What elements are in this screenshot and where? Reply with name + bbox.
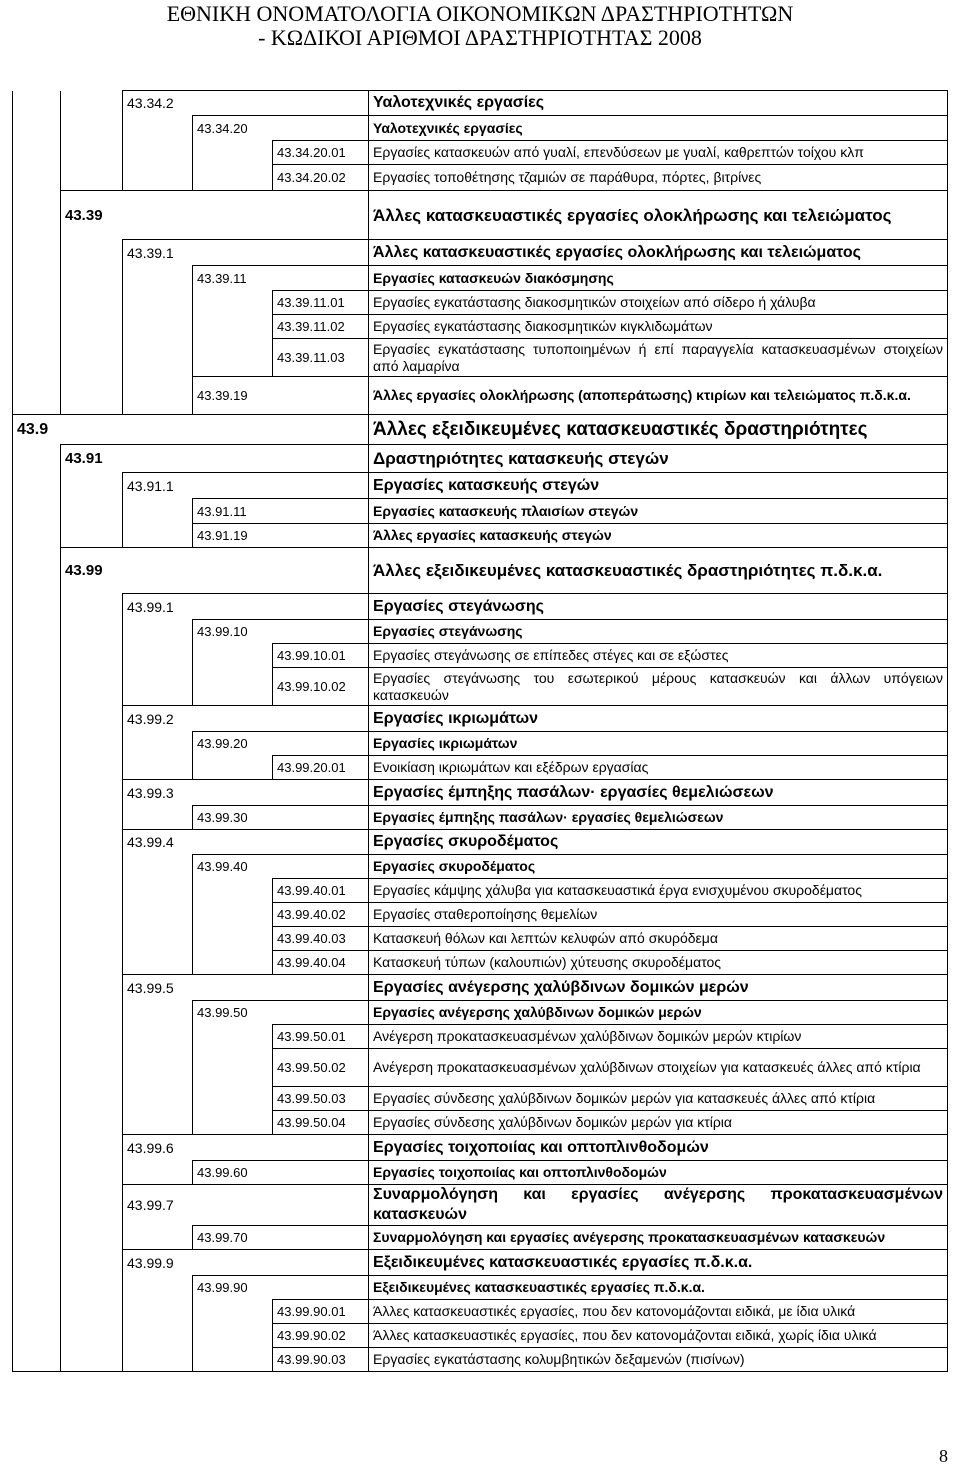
indent-cell (123, 1111, 193, 1135)
indent-cell (193, 1300, 273, 1324)
code-cell: 43.34.20.02 (273, 165, 369, 191)
code-cell: 43.91 (61, 445, 369, 473)
code-cell: 43.99.90.03 (273, 1348, 369, 1372)
code-row (13, 1300, 948, 1324)
code-row (13, 240, 948, 266)
description-cell: Εργασίες έμπηξης πασάλων· εργασίες θεμελιώσεων (369, 780, 948, 806)
description-cell: Εργασίες εγκατάστασης διακοσμητικών στοιχείων από σίδερο ή χάλυβα (369, 291, 948, 315)
header-title: ΕΘΝΙΚΗ ΟΝΟΜΑΤΟΛΟΓΙΑ ΟΙΚΟΝΟΜΙΚΩΝ ΔΡΑΣΤΗΡΙΟΤΗΤΩΝ (166, 1, 794, 26)
code-cell: 43.99.60 (193, 1161, 369, 1185)
indent-cell (13, 668, 61, 706)
code-row (13, 927, 948, 951)
indent-cell (13, 706, 61, 732)
indent-cell (193, 668, 273, 706)
indent-cell (13, 1161, 61, 1185)
indent-cell (13, 1049, 61, 1087)
indent-cell (61, 1049, 123, 1087)
code-row (13, 377, 948, 415)
indent-cell (61, 927, 123, 951)
code-row (13, 339, 948, 377)
indent-cell (123, 266, 193, 291)
indent-cell (61, 732, 123, 756)
indent-cell (193, 644, 273, 668)
indent-cell (61, 240, 123, 266)
indent-cell (61, 377, 123, 415)
description-cell: Εργασίες τοποθέτησης τζαμιών σε παράθυρα, πόρτες, βιτρίνες (369, 165, 948, 191)
indent-cell (61, 644, 123, 668)
indent-cell (13, 975, 61, 1001)
indent-cell (193, 903, 273, 927)
code-cell: 43.99.40.02 (273, 903, 369, 927)
indent-cell (13, 1111, 61, 1135)
indent-cell (61, 165, 123, 191)
indent-cell (13, 1276, 61, 1300)
description-cell: Εργασίες στεγάνωσης σε επίπεδες στέγες και σε εξώστες (369, 644, 948, 668)
code-row (13, 1135, 948, 1161)
code-cell: 43.99.50.03 (273, 1087, 369, 1111)
indent-cell (123, 1001, 193, 1025)
code-cell: 43.39.11 (193, 266, 369, 291)
indent-cell (13, 377, 61, 415)
indent-cell (61, 1226, 123, 1250)
code-cell: 43.99.90.02 (273, 1324, 369, 1348)
code-row (13, 706, 948, 732)
indent-cell (193, 1087, 273, 1111)
description-cell: Εργασίες σταθεροποίησης θεμελίων (369, 903, 948, 927)
description-cell: Άλλες εξειδικευμένες κατασκευαστικές δραστηριότητες π.δ.κ.α. (369, 548, 948, 594)
code-cell: 43.39.11.03 (273, 339, 369, 377)
description-cell: Εργασίες ικριωμάτων (369, 706, 948, 732)
code-cell: 43.99.10.01 (273, 644, 369, 668)
code-row (13, 879, 948, 903)
indent-cell (61, 291, 123, 315)
indent-cell (123, 644, 193, 668)
code-row (13, 91, 948, 116)
indent-cell (13, 291, 61, 315)
indent-cell (61, 339, 123, 377)
code-row (13, 951, 948, 975)
code-row (13, 903, 948, 927)
code-row (13, 780, 948, 806)
description-cell: Εργασίες σκυροδέματος (369, 830, 948, 855)
indent-cell (193, 315, 273, 339)
header-subtitle: - ΚΩΔΙΚΟΙ ΑΡΙΘΜΟΙ ΔΡΑΣΤΗΡΙΟΤΗΤΑΣ 2008 (258, 25, 702, 50)
indent-cell (123, 1348, 193, 1372)
indent-cell (123, 1324, 193, 1348)
code-cell: 43.99.40.04 (273, 951, 369, 975)
description-cell: Εργασίες ικριωμάτων (369, 732, 948, 756)
description-cell: Ανέγερση προκατασκευασμένων χαλύβδινων στοιχείων για κατασκευές άλλες από κτίρια (369, 1049, 948, 1087)
code-row (13, 445, 948, 473)
indent-cell (193, 951, 273, 975)
code-row (13, 1324, 948, 1348)
indent-cell (13, 1087, 61, 1111)
indent-cell (13, 830, 61, 855)
indent-cell (123, 1025, 193, 1049)
description-cell: Συναρμολόγηση και εργασίες ανέγερσης προκατασκευασμένων κατασκευών (369, 1185, 948, 1226)
description-cell: Εργασίες εγκατάστασης τυποποιημένων ή επί παραγγελία κατασκευασμένων στοιχείων από λαμαρίνα (369, 339, 948, 377)
indent-cell (193, 1348, 273, 1372)
indent-cell (61, 903, 123, 927)
description-cell: Εργασίες σύνδεσης χαλύβδινων δομικών μερών για κτίρια (369, 1111, 948, 1135)
indent-cell (13, 1135, 61, 1161)
code-cell: 43.99.1 (123, 594, 369, 620)
indent-cell (61, 1087, 123, 1111)
indent-cell (13, 165, 61, 191)
indent-cell (61, 1324, 123, 1348)
code-row (13, 1025, 948, 1049)
code-cell: 43.99.40.01 (273, 879, 369, 903)
description-cell: Κατασκευή θόλων και λεπτών κελυφών από σκυρόδεμα (369, 927, 948, 951)
indent-cell (61, 1348, 123, 1372)
code-row (13, 266, 948, 291)
indent-cell (13, 951, 61, 975)
code-row (13, 116, 948, 141)
indent-cell (13, 473, 61, 499)
description-cell: Εργασίες τοιχοποιίας και οπτοπλινθοδομών (369, 1135, 948, 1161)
code-cell: 43.34.2 (123, 91, 369, 116)
indent-cell (13, 756, 61, 780)
codes-table (12, 90, 948, 1372)
indent-cell (13, 927, 61, 951)
indent-cell (61, 1250, 123, 1276)
indent-cell (61, 116, 123, 141)
indent-cell (13, 1185, 61, 1226)
description-cell: Εξειδικευμένες κατασκευαστικές εργασίες π.δ.κ.α. (369, 1250, 948, 1276)
code-cell: 43.99.2 (123, 706, 369, 732)
page-header (0, 0, 960, 90)
indent-cell (123, 315, 193, 339)
indent-cell (123, 499, 193, 524)
description-cell: Κατασκευή τύπων (καλουπιών) χύτευσης σκυροδέματος (369, 951, 948, 975)
indent-cell (61, 1185, 123, 1226)
indent-cell (13, 1250, 61, 1276)
code-cell: 43.99.50.02 (273, 1049, 369, 1087)
indent-cell (193, 927, 273, 951)
indent-cell (61, 141, 123, 165)
description-cell: Υαλοτεχνικές εργασίες (369, 91, 948, 116)
indent-cell (123, 806, 193, 830)
description-cell: Εργασίες έμπηξης πασάλων· εργασίες θεμελιώσεων (369, 806, 948, 830)
code-cell: 43.39 (61, 191, 369, 240)
indent-cell (13, 732, 61, 756)
indent-cell (13, 91, 61, 116)
description-cell: Εργασίες στεγάνωσης (369, 594, 948, 620)
indent-cell (123, 1300, 193, 1324)
indent-cell (61, 1300, 123, 1324)
indent-cell (61, 266, 123, 291)
indent-cell (61, 706, 123, 732)
indent-cell (61, 668, 123, 706)
indent-cell (123, 1049, 193, 1087)
description-cell: Εργασίες στεγάνωσης του εσωτερικού μέρους κατασκευών και άλλων υπόγειων κατασκευών (369, 668, 948, 706)
indent-cell (13, 339, 61, 377)
indent-cell (123, 951, 193, 975)
code-row (13, 1001, 948, 1025)
code-cell: 43.39.11.01 (273, 291, 369, 315)
indent-cell (61, 1276, 123, 1300)
description-cell: Ενοικίαση ικριωμάτων και εξέδρων εργασίας (369, 756, 948, 780)
indent-cell (61, 951, 123, 975)
code-row (13, 1185, 948, 1226)
code-row (13, 1226, 948, 1250)
indent-cell (123, 927, 193, 951)
code-row (13, 1348, 948, 1372)
code-row (13, 524, 948, 548)
code-row (13, 644, 948, 668)
description-cell: Άλλες κατασκευαστικές εργασίες, που δεν κατονομάζονται ειδικά, με ίδια υλικά (369, 1300, 948, 1324)
description-cell: Εργασίες σύνδεσης χαλύβδινων δομικών μερών για κατασκευές άλλες από κτίρια (369, 1087, 948, 1111)
indent-cell (123, 141, 193, 165)
indent-cell (61, 91, 123, 116)
description-cell: Εργασίες κατασκευών από γυαλί, επενδύσεων με γυαλί, καθρεπτών τοίχου κλπ (369, 141, 948, 165)
code-cell: 43.99 (61, 548, 369, 594)
description-cell: Εργασίες σκυροδέματος (369, 855, 948, 879)
code-row (13, 732, 948, 756)
indent-cell (13, 240, 61, 266)
indent-cell (13, 780, 61, 806)
code-row (13, 415, 948, 445)
indent-cell (13, 806, 61, 830)
indent-cell (13, 524, 61, 548)
indent-cell (13, 445, 61, 473)
indent-cell (61, 780, 123, 806)
code-row (13, 975, 948, 1001)
code-cell: 43.99.10.02 (273, 668, 369, 706)
indent-cell (123, 732, 193, 756)
indent-cell (61, 499, 123, 524)
page-number: 8 (939, 1446, 948, 1466)
code-cell: 43.34.20 (193, 116, 369, 141)
indent-cell (123, 903, 193, 927)
code-cell: 43.99.7 (123, 1185, 369, 1226)
indent-cell (61, 879, 123, 903)
indent-cell (61, 1025, 123, 1049)
indent-cell (61, 1111, 123, 1135)
indent-cell (61, 975, 123, 1001)
description-cell: Άλλες κατασκευαστικές εργασίες, που δεν κατονομάζονται ειδικά, χωρίς ίδια υλικά (369, 1324, 948, 1348)
description-cell: Άλλες κατασκευαστικές εργασίες ολοκλήρωσης και τελειώματος (369, 240, 948, 266)
description-cell: Άλλες εργασίες κατασκευής στεγών (369, 524, 948, 548)
indent-cell (123, 116, 193, 141)
indent-cell (61, 315, 123, 339)
code-cell: 43.99.90.01 (273, 1300, 369, 1324)
code-row (13, 1276, 948, 1300)
code-row (13, 1161, 948, 1185)
indent-cell (13, 141, 61, 165)
indent-cell (123, 291, 193, 315)
code-cell: 43.9 (13, 415, 369, 445)
code-row (13, 141, 948, 165)
indent-cell (193, 1049, 273, 1087)
code-cell: 43.99.20.01 (273, 756, 369, 780)
description-cell: Εξειδικευμένες κατασκευαστικές εργασίες π.δ.κ.α. (369, 1276, 948, 1300)
indent-cell (123, 855, 193, 879)
code-cell: 43.99.40.03 (273, 927, 369, 951)
indent-cell (13, 1300, 61, 1324)
code-cell: 43.91.1 (123, 473, 369, 499)
code-row (13, 315, 948, 339)
indent-cell (193, 141, 273, 165)
code-cell: 43.99.9 (123, 1250, 369, 1276)
indent-cell (123, 879, 193, 903)
indent-cell (123, 165, 193, 191)
description-cell: Εργασίες ανέγερσης χαλύβδινων δομικών μερών (369, 1001, 948, 1025)
indent-cell (123, 620, 193, 644)
description-cell: Εργασίες κατασκευής πλαισίων στεγών (369, 499, 948, 524)
code-cell: 43.39.1 (123, 240, 369, 266)
indent-cell (193, 879, 273, 903)
code-row (13, 594, 948, 620)
code-row (13, 1049, 948, 1087)
code-row (13, 191, 948, 240)
indent-cell (123, 339, 193, 377)
code-row (13, 473, 948, 499)
code-row (13, 1111, 948, 1135)
code-cell: 43.99.30 (193, 806, 369, 830)
indent-cell (13, 266, 61, 291)
indent-cell (123, 524, 193, 548)
indent-cell (13, 315, 61, 339)
code-cell: 43.91.11 (193, 499, 369, 524)
code-row (13, 855, 948, 879)
code-cell: 43.39.19 (193, 377, 369, 415)
code-cell: 43.99.50.01 (273, 1025, 369, 1049)
indent-cell (61, 620, 123, 644)
code-row (13, 548, 948, 594)
indent-cell (13, 879, 61, 903)
code-cell: 43.99.3 (123, 780, 369, 806)
indent-cell (13, 548, 61, 594)
description-cell: Άλλες εργασίες ολοκλήρωσης (αποπεράτωσης) κτιρίων και τελειώματος π.δ.κ.α. (369, 377, 948, 415)
indent-cell (193, 1111, 273, 1135)
code-row (13, 756, 948, 780)
code-cell: 43.34.20.01 (273, 141, 369, 165)
description-cell: Ανέγερση προκατασκευασμένων χαλύβδινων δομικών μερών κτιρίων (369, 1025, 948, 1049)
indent-cell (13, 1001, 61, 1025)
indent-cell (193, 1324, 273, 1348)
code-cell: 43.99.40 (193, 855, 369, 879)
code-row (13, 620, 948, 644)
code-row (13, 1087, 948, 1111)
description-cell: Εργασίες κάμψης χάλυβα για κατασκευαστικά έργα ενισχυμένου σκυροδέματος (369, 879, 948, 903)
code-row (13, 668, 948, 706)
code-cell: 43.99.4 (123, 830, 369, 855)
code-cell: 43.39.11.02 (273, 315, 369, 339)
code-row (13, 806, 948, 830)
description-cell: Εργασίες εγκατάστασης διακοσμητικών κιγκλιδωμάτων (369, 315, 948, 339)
indent-cell (61, 473, 123, 499)
indent-cell (13, 855, 61, 879)
description-cell: Εργασίες τοιχοποιίας και οπτοπλινθοδομών (369, 1161, 948, 1185)
code-cell: 43.99.90 (193, 1276, 369, 1300)
description-cell: Άλλες εξειδικευμένες κατασκευαστικές δραστηριότητες (369, 415, 948, 445)
code-row (13, 499, 948, 524)
description-cell: Συναρμολόγηση και εργασίες ανέγερσης προκατασκευασμένων κατασκευών (369, 1226, 948, 1250)
indent-cell (61, 1161, 123, 1185)
indent-cell (13, 1348, 61, 1372)
indent-cell (61, 855, 123, 879)
code-cell: 43.99.20 (193, 732, 369, 756)
indent-cell (13, 1025, 61, 1049)
indent-cell (193, 1025, 273, 1049)
indent-cell (13, 620, 61, 644)
indent-cell (13, 903, 61, 927)
code-row (13, 291, 948, 315)
indent-cell (13, 594, 61, 620)
code-row (13, 830, 948, 855)
indent-cell (123, 1087, 193, 1111)
indent-cell (13, 191, 61, 240)
description-cell: Εργασίες κατασκευής στεγών (369, 473, 948, 499)
description-cell: Υαλοτεχνικές εργασίες (369, 116, 948, 141)
indent-cell (123, 668, 193, 706)
code-cell: 43.91.19 (193, 524, 369, 548)
indent-cell (61, 1001, 123, 1025)
description-cell: Εργασίες εγκατάστασης κολυμβητικών δεξαμενών (πισίνων) (369, 1348, 948, 1372)
indent-cell (123, 1276, 193, 1300)
code-row (13, 1250, 948, 1276)
code-cell: 43.99.10 (193, 620, 369, 644)
description-cell: Εργασίες ανέγερσης χαλύβδινων δομικών μερών (369, 975, 948, 1001)
indent-cell (193, 165, 273, 191)
indent-cell (193, 339, 273, 377)
description-cell: Άλλες κατασκευαστικές εργασίες ολοκλήρωσης και τελειώματος (369, 191, 948, 240)
code-cell: 43.99.6 (123, 1135, 369, 1161)
code-cell: 43.99.50 (193, 1001, 369, 1025)
indent-cell (61, 524, 123, 548)
indent-cell (61, 830, 123, 855)
indent-cell (13, 116, 61, 141)
indent-cell (123, 1226, 193, 1250)
indent-cell (123, 1161, 193, 1185)
description-cell: Δραστηριότητες κατασκευής στεγών (369, 445, 948, 473)
indent-cell (13, 644, 61, 668)
description-cell: Εργασίες στεγάνωσης (369, 620, 948, 644)
code-cell: 43.99.5 (123, 975, 369, 1001)
indent-cell (123, 756, 193, 780)
indent-cell (13, 1324, 61, 1348)
indent-cell (61, 594, 123, 620)
indent-cell (61, 1135, 123, 1161)
indent-cell (61, 806, 123, 830)
indent-cell (193, 756, 273, 780)
indent-cell (13, 499, 61, 524)
indent-cell (123, 377, 193, 415)
indent-cell (193, 291, 273, 315)
indent-cell (13, 1226, 61, 1250)
code-cell: 43.99.70 (193, 1226, 369, 1250)
indent-cell (61, 756, 123, 780)
code-row (13, 165, 948, 191)
code-cell: 43.99.50.04 (273, 1111, 369, 1135)
description-cell: Εργασίες κατασκευών διακόσμησης (369, 266, 948, 291)
